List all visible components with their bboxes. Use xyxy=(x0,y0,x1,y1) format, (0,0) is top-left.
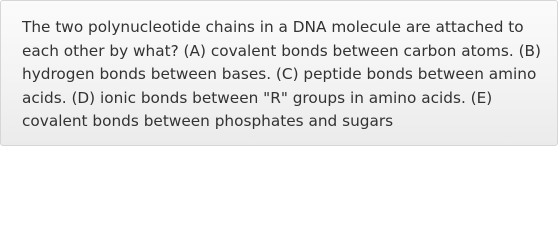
question-text: The two polynucleotide chains in a DNA molecule are attached to each other by what? (A) covalent bonds between carbon atoms. (B) hydrogen bonds between bases. (C) peptide bonds between amino acids. (D) ionic bonds between "R" groups in amino acids. (E) covalent bonds between phosphates and sugars xyxy=(22,18,541,130)
